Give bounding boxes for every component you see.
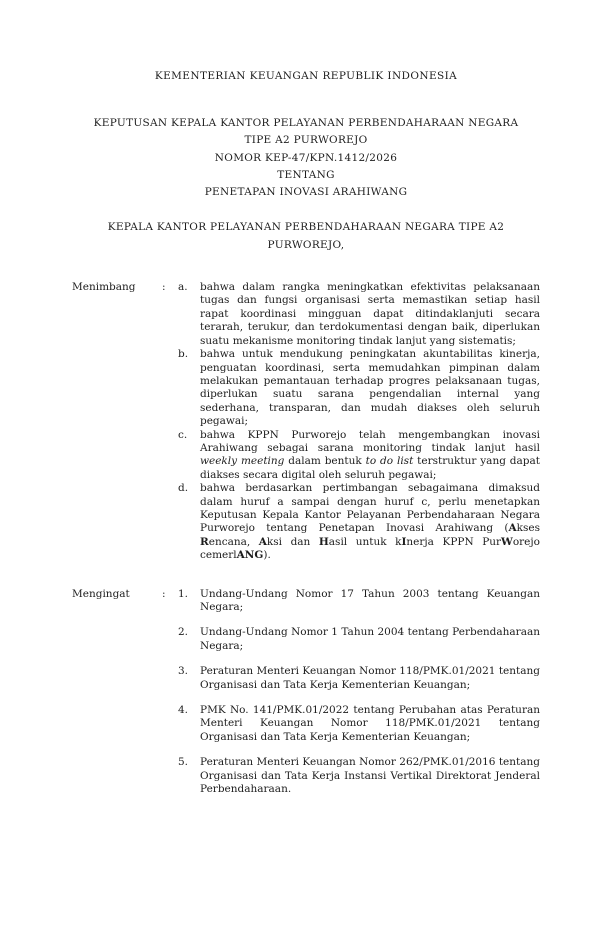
item-text: PMK No. 141/PMK.01/2022 tentang Perubahan atas Peraturan Menteri Keuangan Nomor 118/PMK.01/2021 tentang Organisasi dan Tata Kerja Kementerian Keuangan; xyxy=(200,704,540,743)
list-item xyxy=(178,281,540,348)
menimbang-items xyxy=(178,281,540,563)
mengingat-clause xyxy=(72,588,540,797)
decree-title-block xyxy=(72,115,540,201)
list-item xyxy=(178,348,540,428)
decree-title-line-1: KEPUTUSAN KEPALA KANTOR PELAYANAN PERBENDAHARAAN NEGARA xyxy=(93,117,519,129)
issuer-line-2: PURWOREJO, xyxy=(267,238,345,251)
item-text: Undang-Undang Nomor 17 Tahun 2003 tentang Keuangan Negara; xyxy=(200,587,540,614)
menimbang-separator: : xyxy=(162,281,166,294)
item-marker: a. xyxy=(178,281,188,294)
list-item xyxy=(178,429,540,483)
list-item xyxy=(178,665,540,692)
item-marker: 5. xyxy=(178,756,189,769)
item-text: Peraturan Menteri Keuangan Nomor 262/PMK.01/2016 tentang Organisasi dan Tata Kerja Instansi Vertikal Direktorat Jenderal Perbendaharaan. xyxy=(200,756,540,796)
item-marker: 1. xyxy=(178,587,189,600)
item-text: bahwa untuk mendukung peningkatan akuntabilitas kinerja, penguatan koordinasi, serta memudahkan pimpinan dalam melakukan pemantauan terhadap progres pelaksanaan tugas, diperlukan suatu sarana pengendalian internal yang sederhana, transparan, dan mudah diakses oleh seluruh pegawai; xyxy=(200,348,540,428)
item-marker: d. xyxy=(178,482,189,495)
item-marker: b. xyxy=(178,348,189,361)
decree-title-line-2: TIPE A2 PURWOREJO xyxy=(244,134,368,147)
item-marker: 4. xyxy=(178,704,189,717)
tentang-label: TENTANG xyxy=(277,168,335,181)
item-marker: 3. xyxy=(178,665,189,678)
menimbang-clause xyxy=(72,281,540,563)
issuer-block xyxy=(72,219,540,254)
mengingat-label: Mengingat xyxy=(72,587,130,600)
item-marker: c. xyxy=(178,428,188,441)
list-item xyxy=(178,756,540,796)
issuer-line-1: KEPALA KANTOR PELAYANAN PERBENDAHARAAN NEGARA TIPE A2 xyxy=(107,221,505,234)
mengingat-items xyxy=(178,588,540,797)
item-text: Undang-Undang Nomor 1 Tahun 2004 tentang Perbendaharaan Negara; xyxy=(200,626,540,652)
mengingat-separator: : xyxy=(162,587,166,600)
item-text: bahwa berdasarkan pertimbangan sebagaimana dimaksud dalam huruf a sampai dengan huruf c, perlu menetapkan Keputusan Kepala Kantor Pelayanan Perbendaharaan Negara Purworejo tentang Penetapan Inovasi Arahiwang (Akses Rencana, Aksi dan Hasil untuk kInerja KPPN PurWorejo cemerlANG). xyxy=(200,482,540,562)
item-marker: 2. xyxy=(178,626,189,639)
item-text: Peraturan Menteri Keuangan Nomor 118/PMK.01/2021 tentang Organisasi dan Tata Kerja Kementerian Keuangan; xyxy=(200,665,540,691)
ministry-header: KEMENTERIAN KEUANGAN REPUBLIK INDONESIA xyxy=(154,70,458,82)
list-item xyxy=(178,588,540,615)
decree-subject: PENETAPAN INOVASI ARAHIWANG xyxy=(204,186,408,199)
decree-number: NOMOR KEP-47/KPN.1412/2026 xyxy=(214,151,398,164)
item-text: bahwa KPPN Purworejo telah mengembangkan inovasi Arahiwang sebagai sarana monitoring tindak lanjut hasil weekly meeting dalam bentuk to do list terstruktur yang dapat diakses secara digital oleh seluruh pegawai; xyxy=(200,428,540,481)
item-text: bahwa dalam rangka meningkatkan efektivitas pelaksanaan tugas dan fungsi organisasi serta memastikan setiap hasil rapat koordinasi mingguan dapat ditindaklanjuti secara terarah, terukur, dan terdokumentasi dengan baik, diperlukan suatu mekanisme monitoring tindak lanjut yang sistematis; xyxy=(200,281,540,347)
list-item xyxy=(178,626,540,653)
list-item xyxy=(178,704,540,744)
list-item xyxy=(178,482,540,562)
menimbang-label: Menimbang xyxy=(72,281,136,294)
